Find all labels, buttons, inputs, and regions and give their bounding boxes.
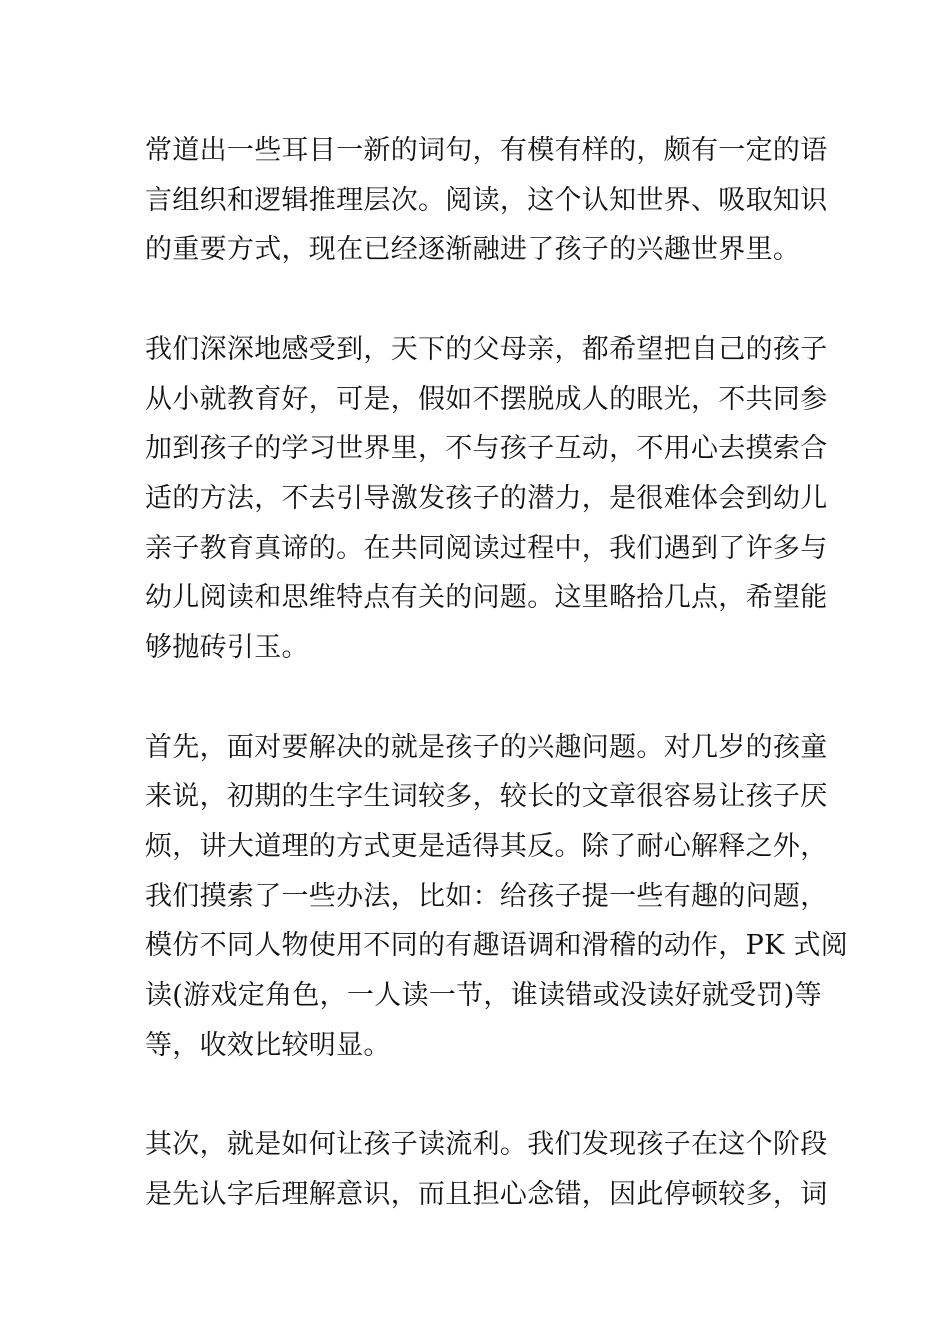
text-line: 幼儿阅读和思维特点有关的问题。这里略拾几点，希望能: [145, 582, 828, 613]
text-line: 来说，初期的生字生词较多，较长的文章很容易让孩子厌: [145, 781, 828, 812]
text-line: 言组织和逻辑推理层次。阅读，这个认知世界、吸取知识: [145, 185, 828, 216]
text-line: 等，收效比较明显。: [145, 1030, 391, 1061]
text-line: 加到孩子的学习世界里，不与孩子互动，不用心去摸索合: [145, 433, 828, 464]
text-line: 我们摸索了一些办法，比如：给孩子提一些有趣的问题，: [145, 881, 828, 912]
text-line: 是先认字后理解意识，而且担心念错，因此停顿较多，词: [145, 1179, 828, 1210]
text-line: 我们深深地感受到，天下的父母亲，都希望把自己的孩子: [145, 334, 828, 365]
text-line: 亲子教育真谛的。在共同阅读过程中，我们遇到了许多与: [145, 533, 828, 564]
text-line: 首先，面对要解决的就是孩子的兴趣问题。对几岁的孩童: [145, 732, 828, 763]
text-line: 适的方法，不去引导激发孩子的潜力，是很难体会到幼儿: [145, 483, 828, 514]
text-line: 烦，讲大道理的方式更是适得其反。除了耐心解释之外，: [145, 831, 828, 862]
text-line: 其次，就是如何让孩子读流利。我们发现孩子在这个阶段: [145, 1129, 828, 1160]
text-line: 读(游戏定角色，一人读一节，谁读错或没读好就受罚)等: [145, 980, 822, 1011]
text-line: 模仿不同人物使用不同的有趣语调和滑稽的动作，PK 式阅: [145, 930, 849, 961]
text-line: 的重要方式，现在已经逐渐融进了孩子的兴趣世界里。: [145, 234, 801, 265]
text-line: 够抛砖引玉。: [145, 632, 309, 663]
text-line: 从小就教育好，可是，假如不摆脱成人的眼光，不共同参: [145, 384, 828, 415]
text-line: 常道出一些耳目一新的词句，有模有样的，颇有一定的语: [145, 135, 828, 166]
